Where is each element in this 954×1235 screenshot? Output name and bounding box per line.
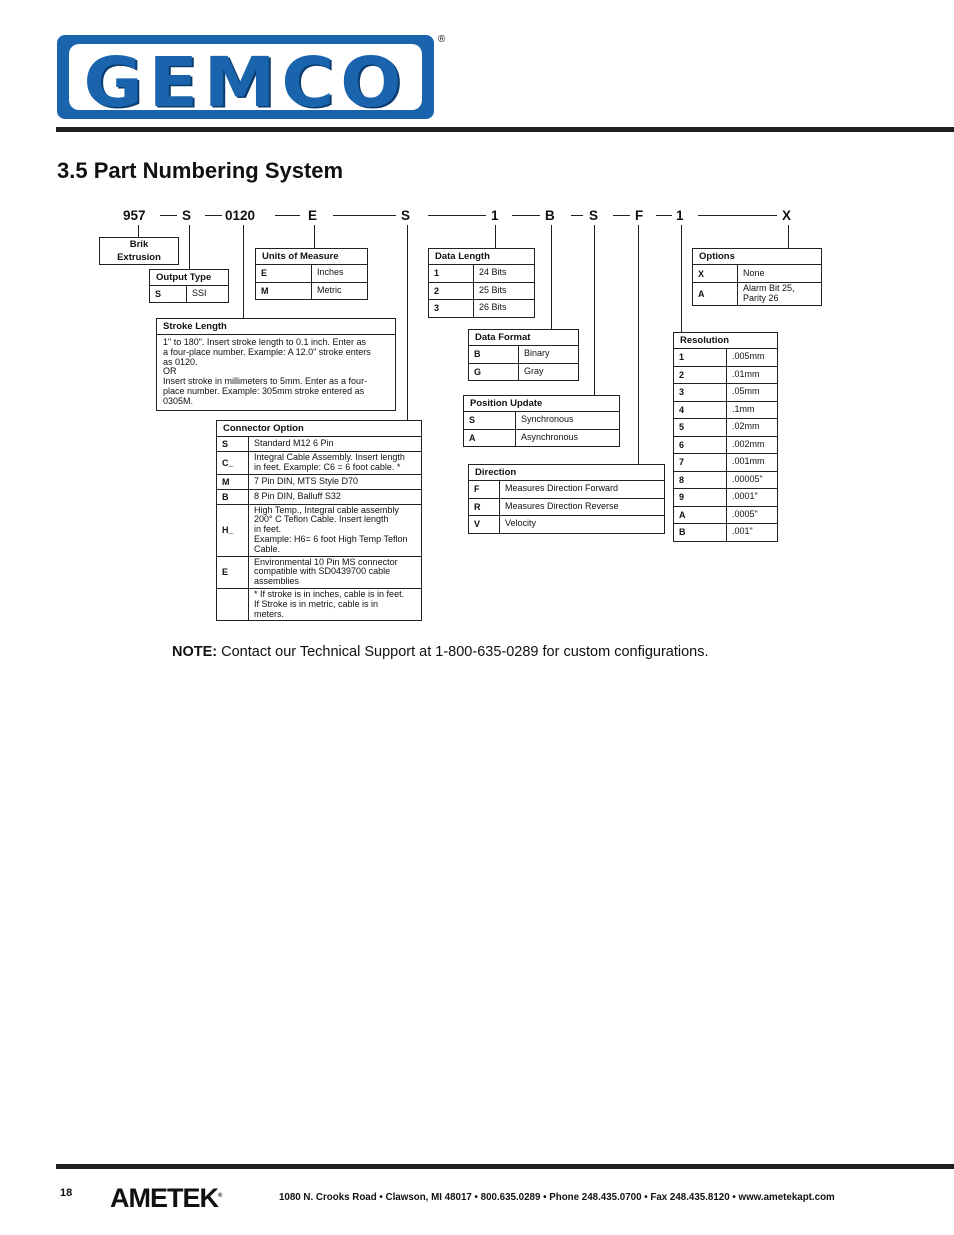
table-row — [217, 490, 421, 505]
registered-mark: ® — [438, 34, 446, 45]
table-row — [217, 475, 421, 490]
code-output: S — [182, 208, 192, 223]
row-code: 7 — [674, 454, 727, 471]
leader-line — [638, 225, 639, 464]
row-description: Binary — [524, 348, 550, 359]
row-code: 4 — [674, 402, 727, 419]
row-description: Velocity — [505, 518, 537, 529]
dash — [205, 215, 222, 216]
dash — [656, 215, 672, 216]
code-datalen: 1 — [491, 208, 499, 223]
stroke-length-box — [156, 318, 396, 411]
row-description: .001mm — [732, 456, 765, 467]
table-row — [429, 300, 534, 317]
table-row — [464, 430, 619, 447]
stroke-length-title: Stroke Length — [157, 319, 395, 335]
row-code: M — [217, 475, 249, 489]
row-description: Measures Direction Forward — [505, 483, 619, 494]
row-code — [217, 589, 249, 620]
table-row — [217, 437, 421, 452]
row-description: Integral Cable Assembly. Insert length in feet. Example: C6 = 6 foot cable. * — [254, 452, 405, 472]
stroke-length-text: 1" to 180". Insert stroke length to 0.1 inch. Enter as a four-place number. Example: A 12.0" stroke enters as 0120. OR Insert stroke in millimeters to 5mm. Enter as a four- place number. Example: 305mm stroke entered as 0305M. — [163, 337, 371, 406]
table-row — [674, 472, 777, 490]
code-options: X — [782, 208, 792, 223]
leader-line — [681, 225, 682, 332]
row-description: Synchronous — [521, 414, 574, 425]
note — [172, 644, 709, 660]
logo-text: GEMCO — [83, 42, 408, 122]
table-row — [256, 283, 367, 300]
connector-option-table — [216, 420, 422, 621]
code-units: E — [308, 208, 318, 223]
note-label: NOTE: — [172, 644, 218, 660]
page-title: 3.5 Part Numbering System — [57, 158, 344, 183]
row-description: .00005" — [732, 473, 763, 484]
table-row — [674, 454, 777, 472]
row-code: 9 — [674, 489, 727, 506]
row-description: 24 Bits — [479, 267, 507, 278]
dash — [160, 215, 177, 216]
row-code: 3 — [674, 384, 727, 401]
table-row — [674, 524, 777, 541]
row-code: C_ — [217, 452, 249, 474]
row-description: Asynchronous — [521, 431, 579, 442]
footer-rule — [56, 1164, 954, 1169]
position-update-table — [463, 395, 620, 447]
row-description: Gray — [524, 365, 544, 376]
table-title: Resolution — [674, 333, 777, 349]
row-code: 6 — [674, 437, 727, 454]
code-resolution: 1 — [676, 208, 684, 223]
direction-table — [468, 464, 665, 534]
leader-line — [189, 225, 190, 269]
leader-line — [551, 225, 552, 329]
row-description: SSI — [192, 288, 207, 299]
code-format: B — [545, 208, 555, 223]
output-type-table — [149, 269, 229, 303]
dash — [275, 215, 300, 216]
row-description: .05mm — [732, 386, 760, 397]
dash — [698, 215, 777, 216]
row-code: S — [150, 286, 187, 302]
table-row — [674, 349, 777, 367]
row-description: * If stroke is in inches, cable is in feet. If Stroke is in metric, cable is in meters. — [254, 588, 405, 619]
row-code: A — [693, 283, 738, 305]
table-row — [674, 419, 777, 437]
code-model: 957 — [123, 208, 146, 223]
leader-line — [314, 225, 315, 248]
table-title: Output Type — [150, 270, 228, 286]
code-direction: F — [635, 208, 644, 223]
row-code: 8 — [674, 472, 727, 489]
table-title: Direction — [469, 465, 664, 481]
table-title: Units of Measure — [256, 249, 367, 265]
note-text: Contact our Technical Support at 1-800-635-0289 for custom configurations. — [217, 644, 709, 660]
row-code: E — [256, 265, 312, 282]
row-description: 7 Pin DIN, MTS Style D70 — [254, 475, 359, 486]
row-code: 1 — [674, 349, 727, 366]
table-row — [469, 481, 664, 499]
leader-line — [788, 225, 789, 248]
footer-address: 1080 N. Crooks Road • Clawson, MI 48017 • 800.635.0289 • Phone 248.435.0700 • Fax 248.435.8120 • www.ametekapt.com — [279, 1191, 835, 1203]
row-description: .1mm — [732, 403, 755, 414]
table-row — [674, 367, 777, 385]
row-code: 5 — [674, 419, 727, 436]
leader-line — [138, 225, 139, 237]
options-table — [692, 248, 822, 306]
registered-mark: ® — [218, 1193, 222, 1199]
row-code: 3 — [429, 300, 474, 317]
table-row — [469, 499, 664, 517]
table-row — [217, 505, 421, 557]
row-description: Standard M12 6 Pin — [254, 438, 334, 449]
table-row — [693, 265, 821, 283]
table-title: Data Length — [429, 249, 534, 265]
table-row — [674, 384, 777, 402]
table-title: Connector Option — [217, 421, 421, 437]
row-description: .0005" — [732, 508, 758, 519]
row-code: F — [469, 481, 500, 498]
row-description: .005mm — [732, 351, 765, 362]
row-code: V — [469, 516, 500, 533]
dash — [613, 215, 630, 216]
dash — [333, 215, 396, 216]
resolution-table — [673, 332, 778, 542]
table-title: Data Format — [469, 330, 578, 346]
ametek-logo — [110, 1183, 221, 1214]
row-description: 8 Pin DIN, Balluff S32 — [254, 490, 341, 501]
row-code: 1 — [429, 265, 474, 282]
table-row — [464, 412, 619, 430]
row-description: .0001" — [732, 491, 758, 502]
table-row — [469, 516, 664, 533]
table-row — [429, 265, 534, 283]
row-code: B — [217, 490, 249, 504]
row-code: S — [217, 437, 249, 451]
table-row — [150, 286, 228, 302]
ametek-logo-text: AMETEK — [110, 1183, 218, 1213]
row-description: High Temp., Integral cable assembly 200° C Teflon Cable. Insert length in feet. Example: H6= 6 foot High Temp Teflon Cable. — [254, 504, 408, 554]
code-position: S — [589, 208, 599, 223]
table-title: Options — [693, 249, 821, 265]
dash — [428, 215, 486, 216]
table-row — [469, 346, 578, 364]
row-code: M — [256, 283, 312, 300]
table-row — [217, 557, 421, 589]
table-row — [256, 265, 367, 283]
units-of-measure-table — [255, 248, 368, 300]
row-description: Measures Direction Reverse — [505, 500, 619, 511]
row-code: G — [469, 364, 519, 381]
header-rule — [56, 127, 954, 132]
row-code: 2 — [674, 367, 727, 384]
data-length-table — [428, 248, 535, 318]
table-title: Position Update — [464, 396, 619, 412]
row-code: X — [693, 265, 738, 282]
brik-extrusion-box: Brik Extrusion — [99, 237, 179, 265]
row-description: .02mm — [732, 421, 760, 432]
page-number: 18 — [60, 1187, 73, 1199]
leader-line — [243, 225, 244, 318]
row-code: R — [469, 499, 500, 516]
table-row — [429, 283, 534, 301]
table-row — [674, 437, 777, 455]
row-code: H_ — [217, 505, 249, 556]
table-row — [674, 507, 777, 525]
table-row — [217, 452, 421, 475]
row-description: Alarm Bit 25, Parity 26 — [743, 283, 795, 303]
dash — [512, 215, 540, 216]
table-row — [674, 402, 777, 420]
row-code: B — [469, 346, 519, 363]
row-code: E — [217, 557, 249, 588]
code-connector: S — [401, 208, 411, 223]
row-code: S — [464, 412, 516, 429]
row-description: 26 Bits — [479, 302, 507, 313]
row-description: Metric — [317, 284, 342, 295]
row-description: 25 Bits — [479, 284, 507, 295]
leader-line — [594, 225, 595, 395]
row-code: A — [464, 430, 516, 447]
data-format-table — [468, 329, 579, 381]
gemco-logo — [57, 35, 434, 122]
table-row — [217, 589, 421, 620]
row-description: .01mm — [732, 368, 760, 379]
row-description: None — [743, 267, 765, 278]
row-description: Inches — [317, 267, 344, 278]
leader-line — [495, 225, 496, 248]
dash — [571, 215, 583, 216]
table-row — [469, 364, 578, 381]
table-row — [693, 283, 821, 305]
row-description: .002mm — [732, 438, 765, 449]
table-row — [674, 489, 777, 507]
row-code: 2 — [429, 283, 474, 300]
row-description: .001" — [732, 526, 753, 537]
row-description: Environmental 10 Pin MS connector compatible with SD0439700 cable assemblies — [254, 556, 398, 587]
row-code: B — [674, 524, 727, 541]
leader-line — [407, 225, 408, 420]
code-stroke: 0120 — [225, 208, 256, 223]
row-code: A — [674, 507, 727, 524]
